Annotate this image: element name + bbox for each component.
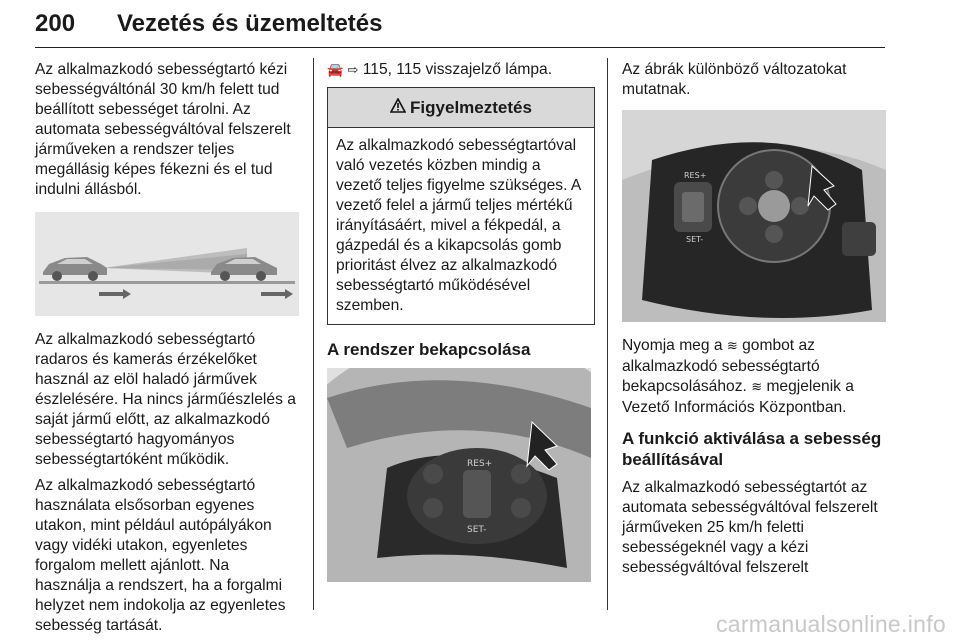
section-heading: A rendszer bekapcsolása [327,340,531,359]
paragraph: Az alkalmazkodó sebességtartó kézi sebességváltónál 30 km/h felett tud beállított sebességet tárolni. Az automata sebességváltóval felszerelt járműveken a rendszer teljes megállásig képes fékezni és el tud indulni állásból. [35,61,291,198]
paragraph: Az ábrák különböző változatokat mutatnak. [622,61,847,98]
warning-box [327,87,595,325]
indicator-reference [327,60,595,81]
chapter-title: Vezetés és üzemeltetés [117,10,383,37]
paragraph-part: gombot az alkalmazkodó sebességtartó bekapcsolásához. [622,337,820,395]
paragraph-part: Nyomja meg a [622,337,723,354]
column-2 [327,60,595,596]
indicator-reference-text: 115, 115 visszajelző lámpa. [362,61,553,78]
warning-triangle-icon [390,98,406,118]
adaptive-cruise-icon: ≋ [726,339,738,354]
warning-title-text: Figyelmeztetés [410,97,532,117]
warning-text: Az alkalmazkodó sebességtartóval való vezetés közben mindig a vezető teljes figyelme szükséges. A vezető felel a jármű teljes mértékű irányításáért, mivel a fékpedál, a gázpedál és a kikapcsolás gomb prioritást élvez az alkalmazkodó sebességtartó működésével szemben. [336,137,581,314]
svg-text:SET-: SET- [467,525,487,535]
watermark: carmanualsonline.info [715,611,946,637]
paragraph-part: megjelenik a Vezető Információs Központban. [622,378,854,416]
page-header [35,8,885,48]
radar-illustration [35,212,299,316]
column-divider [607,58,608,610]
paragraph: Az alkalmazkodó sebességtartó radaros és kamerás érzékelőket használ az elöl haladó járművek észlelésére. Ha nincs járműészlelés a saját jármű előtt, az alkalmazkodó sebességtartó hagyományos sebességtartóként működik. [35,331,296,468]
svg-text:RES+: RES+ [684,171,707,180]
page-number: 200 [35,10,76,37]
column-3 [622,60,890,584]
adaptive-cruise-icon: ≋ [751,380,763,395]
paragraph: Az alkalmazkodó sebességtartót az automata sebességváltóval felszerelt járműveken 25 km/h feletti sebességeknél vagy a kézi sebességváltóval felszerelt [622,479,878,576]
car-icon: 🚘 [327,63,344,78]
section-heading: A funkció aktiválása a sebesség beállításával [622,429,882,469]
warning-title [328,88,594,128]
steering-wheel-closeup-illustration [622,110,886,322]
svg-text:SET-: SET- [686,235,704,244]
svg-text:RES+: RES+ [467,459,493,469]
column-divider [313,58,314,610]
column-1 [35,60,299,642]
page-ref-icon: ⇨ [347,63,359,78]
steering-wheel-illustration [327,368,591,582]
paragraph: Az alkalmazkodó sebességtartó használata elsősorban egyenes utakon, mint például autópályákon vagy vidéki utakon, egyenletes forgalom mellett ajánlott. Na használja a rendszert, ha a forgalmi helyzet nem indokolja az egyenletes sebesség tartását. [35,477,286,634]
paragraph [622,336,890,418]
